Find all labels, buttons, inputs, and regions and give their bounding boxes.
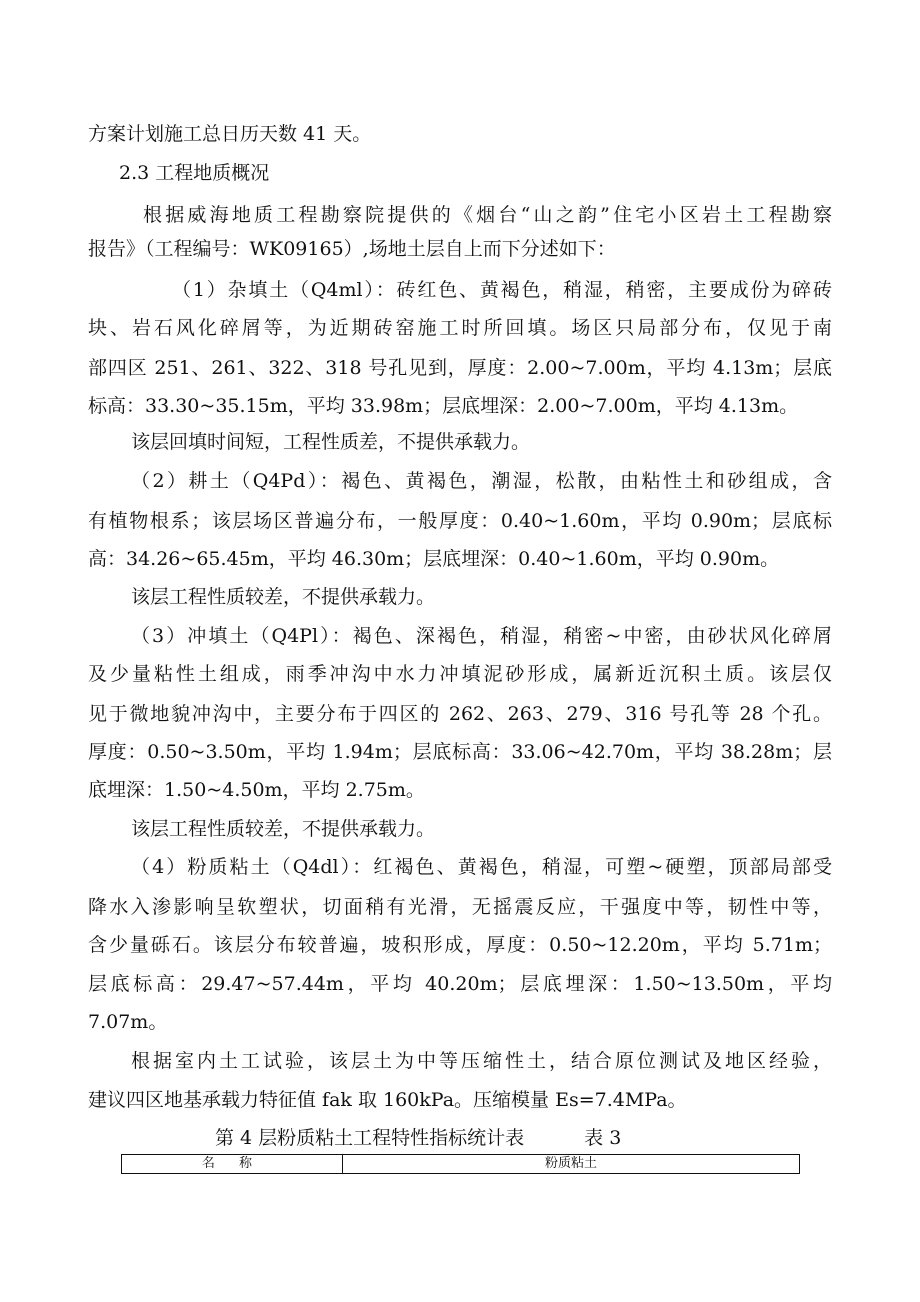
paragraph-line: 根据室内土工试验，该层土为中等压缩性土，结合原位测试及地区经验， — [131, 1050, 832, 1072]
table-caption — [215, 1124, 621, 1152]
section-heading: 2.3 工程地质概况 — [119, 162, 270, 184]
paragraph-line: 及少量粘性土组成，雨季冲沟中水力冲填泥砂形成，属新近沉积土质。该层仅 — [88, 663, 832, 685]
paragraph-line: （3）冲填土（Q4Pl）：褐色、深褐色，稍湿，稍密~中密，由砂状风化碎屑 — [131, 625, 832, 647]
paragraph-line: 高：34.26~65.45m，平均 46.30m；层底埋深：0.40~1.60m，平均 0.90m。 — [88, 548, 780, 570]
property-table — [121, 1154, 800, 1174]
paragraph-line: 见于微地貌冲沟中，主要分布于四区的 262、263、279、316 号孔等 28 个孔。 — [88, 703, 832, 725]
table-header-row — [122, 1155, 800, 1174]
paragraph-line: 底埋深：1.50~4.50m，平均 2.75m。 — [88, 779, 425, 801]
paragraph-line: 7.07m。 — [88, 1011, 168, 1033]
paragraph-line: 降水入渗影响呈软塑状，切面稍有光滑，无摇震反应，干强度中等，韧性中等， — [88, 896, 832, 918]
paragraph-line: 块、岩石风化碎屑等，为近期砖窑施工时所回填。场区只局部分布，仅见于南 — [88, 317, 832, 339]
paragraph-line: 标高：33.30~35.15m，平均 33.98m；层底埋深：2.00~7.00m，平均 4.13m。 — [88, 395, 799, 417]
paragraph-line: 有植物根系；该层场区普遍分布，一般厚度：0.40~1.60m，平均 0.90m；层底标 — [88, 510, 832, 532]
paragraph-line: 含少量砾石。该层分布较普遍，坡积形成，厚度：0.50~12.20m，平均 5.71m； — [88, 934, 832, 956]
paragraph-line: （2）耕土（Q4Pd）：褐色、黄褐色，潮湿，松散，由粘性土和砂组成，含 — [131, 470, 832, 492]
paragraph-line: 该层工程性质较差，不提供承载力。 — [131, 818, 436, 840]
paragraph-line: 厚度：0.50~3.50m，平均 1.94m；层底标高：33.06~42.70m，平均 38.28m；层 — [88, 741, 832, 763]
paragraph-line: 部四区 251、261、322、318 号孔见到，厚度：2.00~7.00m，平均 4.13m；层底 — [88, 357, 832, 379]
table-header-name: 名 称 — [122, 1155, 343, 1174]
paragraph-line: 方案计划施工总日历天数 41 天。 — [88, 123, 372, 145]
paragraph-line: 该层回填时间短，工程性质差，不提供承载力。 — [131, 431, 531, 453]
paragraph-line: （1）杂填土（Q4ml）：砖红色、黄褐色，稍湿，稍密，主要成份为碎砖 — [172, 279, 832, 301]
table-number: 表 3 — [584, 1127, 622, 1149]
paragraph-line: （4）粉质粘土（Q4dl）：红褐色、黄褐色，稍湿，可塑~硬塑，顶部局部受 — [131, 856, 832, 878]
paragraph-line: 报告》（工程编号：WK09165）,场地土层自上而下分述如下： — [88, 238, 616, 260]
paragraph-line: 根据威海地质工程勘察院提供的《烟台“山之韵”住宅小区岩土工程勘察 — [143, 204, 832, 226]
paragraph-line: 层底标高：29.47~57.44m，平均 40.20m；层底埋深：1.50~13.50m，平均 — [88, 973, 832, 995]
table-header-value: 粉质粘土 — [343, 1155, 800, 1174]
table-title: 第 4 层粉质粘土工程特性指标统计表 — [215, 1127, 525, 1149]
paragraph-line: 建议四区地基承载力特征值 fak 取 160kPa。压缩模量 Es=7.4MPa。 — [88, 1089, 687, 1111]
paragraph-line: 该层工程性质较差，不提供承载力。 — [131, 586, 436, 608]
